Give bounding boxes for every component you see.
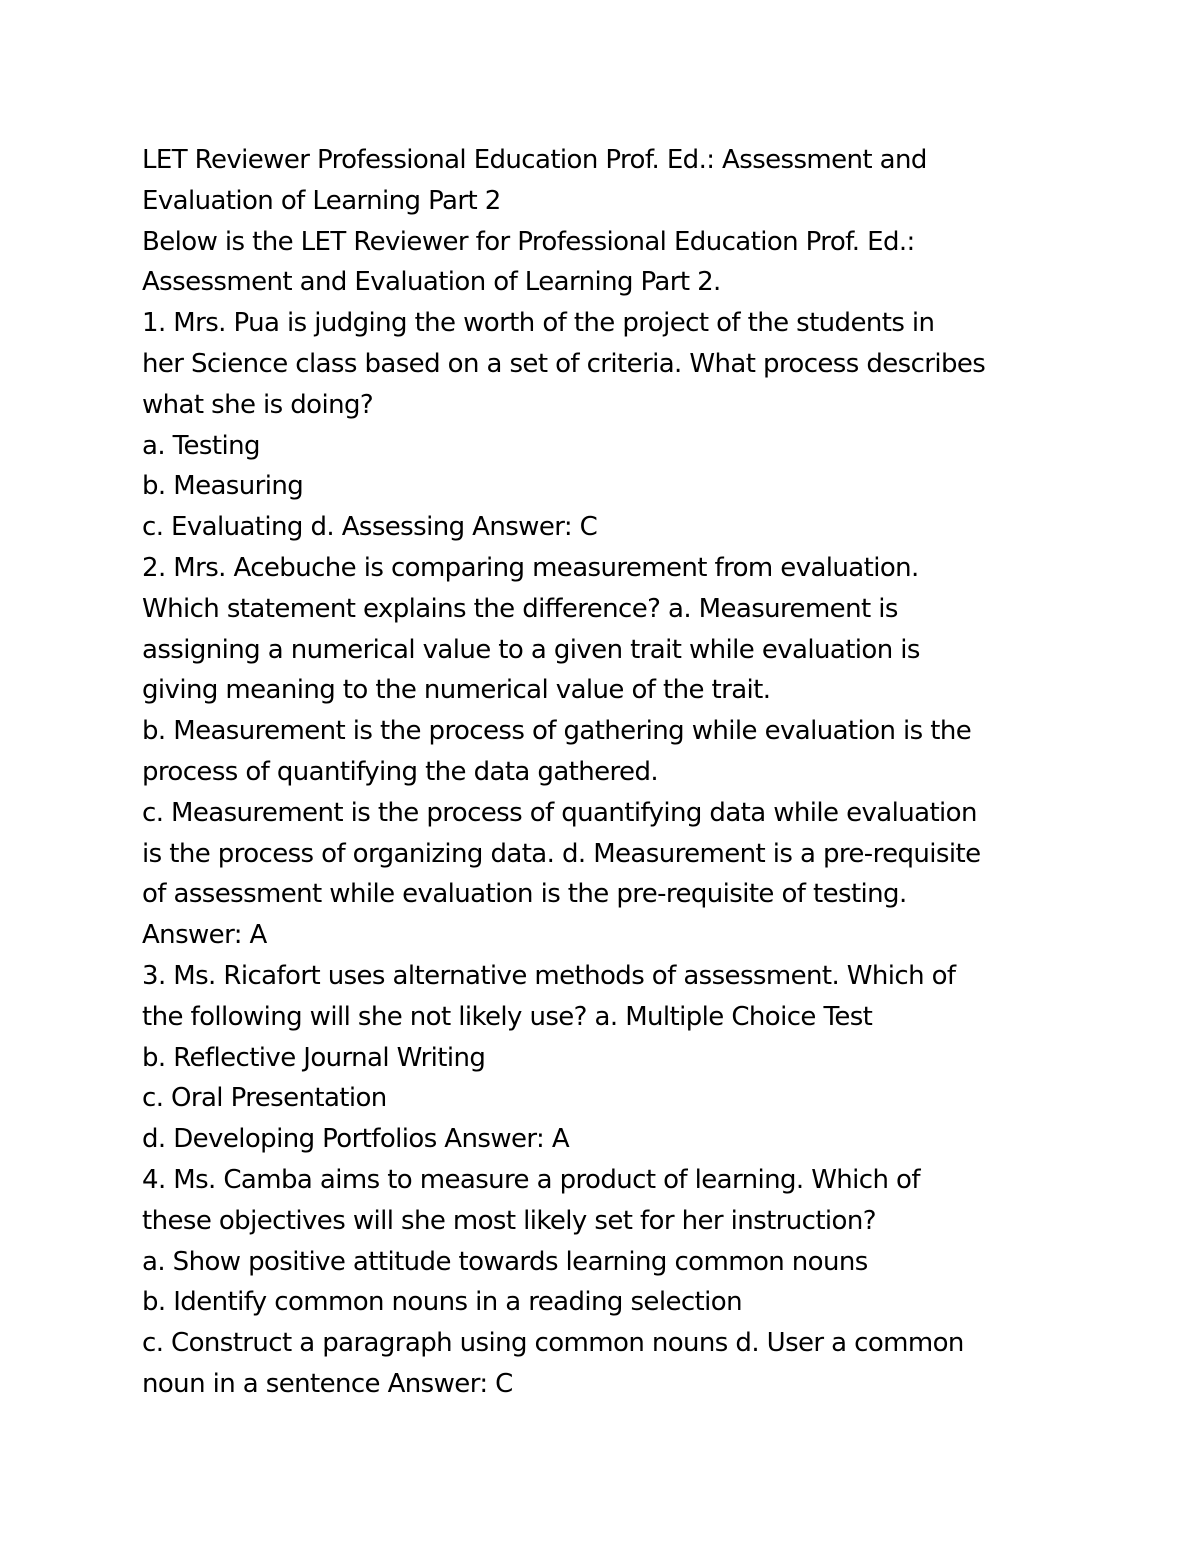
intro-line-2: Assessment and Evaluation of Learning Part 2. xyxy=(142,267,721,298)
question-3-option-d-answer: d. Developing Portfolios Answer: A xyxy=(142,1124,570,1155)
intro-line-1: Below is the LET Reviewer for Professional Education Prof. Ed.: xyxy=(142,226,915,257)
question-2-line-4: giving meaning to the numerical value of the trait. xyxy=(142,675,771,706)
question-1-line-2: her Science class based on a set of criteria. What process describes xyxy=(142,348,986,379)
title-line-2: Evaluation of Learning Part 2 xyxy=(142,185,501,216)
question-2-line-3: assigning a numerical value to a given trait while evaluation is xyxy=(142,634,920,665)
question-2-option-b-line-2: process of quantifying the data gathered. xyxy=(142,756,659,787)
question-3-line-1: 3. Ms. Ricafort uses alternative methods of assessment. Which of xyxy=(142,960,956,991)
document-body xyxy=(142,140,1072,1405)
question-1-option-a: a. Testing xyxy=(142,430,260,461)
question-1-option-c-d-answer: c. Evaluating d. Assessing Answer: C xyxy=(142,512,598,543)
question-2-option-b-line-1: b. Measurement is the process of gathering while evaluation is the xyxy=(142,716,972,747)
question-4-option-a: a. Show positive attitude towards learning common nouns xyxy=(142,1246,868,1277)
question-4-line-2: these objectives will she most likely set for her instruction? xyxy=(142,1205,876,1236)
question-3-option-c: c. Oral Presentation xyxy=(142,1083,387,1114)
question-4-line-1: 4. Ms. Camba aims to measure a product of learning. Which of xyxy=(142,1164,920,1195)
question-4-option-c-d: c. Construct a paragraph using common nouns d. User a common xyxy=(142,1328,964,1359)
question-1-line-1: 1. Mrs. Pua is judging the worth of the project of the students in xyxy=(142,308,935,339)
question-2-option-c-line-1: c. Measurement is the process of quantifying data while evaluation xyxy=(142,797,977,828)
question-4-answer: noun in a sentence Answer: C xyxy=(142,1368,513,1399)
question-4-option-b: b. Identify common nouns in a reading selection xyxy=(142,1287,742,1318)
question-2-line-2: Which statement explains the difference? a. Measurement is xyxy=(142,593,898,624)
question-2-option-c-line-2: is the process of organizing data. d. Measurement is a pre-requisite xyxy=(142,838,981,869)
question-1-line-3: what she is doing? xyxy=(142,389,374,420)
question-1-option-b: b. Measuring xyxy=(142,471,304,502)
question-3-option-b: b. Reflective Journal Writing xyxy=(142,1042,486,1073)
question-2-line-1: 2. Mrs. Acebuche is comparing measurement from evaluation. xyxy=(142,552,919,583)
question-2-answer: Answer: A xyxy=(142,920,267,951)
question-2-option-d-line: of assessment while evaluation is the pre-requisite of testing. xyxy=(142,879,907,910)
title-line-1: LET Reviewer Professional Education Prof. Ed.: Assessment and xyxy=(142,145,927,175)
question-3-line-2: the following will she not likely use? a. Multiple Choice Test xyxy=(142,1001,873,1032)
